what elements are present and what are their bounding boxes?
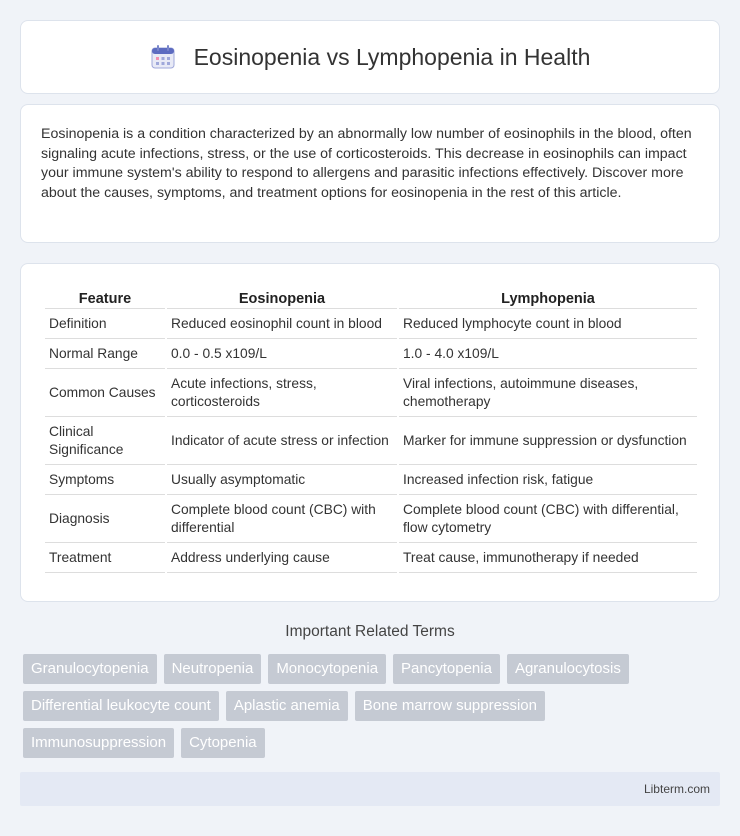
lymphopenia-cell: Reduced lymphocyte count in blood [399, 309, 697, 339]
related-term-tag[interactable]: Differential leukocyte count [23, 691, 219, 721]
lymphopenia-cell: Viral infections, autoimmune diseases, chemotherapy [399, 369, 697, 417]
table-row [45, 465, 697, 495]
feature-cell: Symptoms [45, 465, 165, 495]
related-terms-list [23, 654, 723, 765]
eosinopenia-cell: 0.0 - 0.5 x109/L [167, 339, 397, 369]
lymphopenia-cell: Treat cause, immunotherapy if needed [399, 543, 697, 573]
lymphopenia-cell: Marker for immune suppression or dysfunction [399, 417, 697, 465]
header-eosinopenia: Eosinopenia [167, 285, 397, 309]
related-term-tag[interactable]: Agranulocytosis [507, 654, 629, 684]
feature-cell: Diagnosis [45, 495, 165, 543]
header-feature: Feature [45, 285, 165, 309]
lymphopenia-cell: Increased infection risk, fatigue [399, 465, 697, 495]
eosinopenia-cell: Reduced eosinophil count in blood [167, 309, 397, 339]
footer-site-link[interactable]: Libterm.com [643, 782, 710, 796]
table-row [45, 369, 697, 417]
table-row [45, 543, 697, 573]
related-term-tag[interactable]: Pancytopenia [393, 654, 500, 684]
related-term-tag[interactable]: Neutropenia [164, 654, 262, 684]
calendar-icon [150, 44, 176, 70]
header-card [20, 20, 720, 94]
feature-cell: Definition [45, 309, 165, 339]
feature-cell: Normal Range [45, 339, 165, 369]
related-term-tag[interactable]: Monocytopenia [268, 654, 386, 684]
related-terms-title: Important Related Terms [285, 623, 455, 640]
related-term-tag[interactable]: Aplastic anemia [226, 691, 348, 721]
table-row [45, 495, 697, 543]
feature-cell: Clinical Significance [45, 417, 165, 465]
eosinopenia-cell: Acute infections, stress, corticosteroids [167, 369, 397, 417]
eosinopenia-cell: Complete blood count (CBC) with differential [167, 495, 397, 543]
header-lymphopenia: Lymphopenia [399, 285, 697, 309]
related-term-tag[interactable]: Bone marrow suppression [355, 691, 545, 721]
related-term-tag[interactable]: Immunosuppression [23, 728, 174, 758]
page-title: Eosinopenia vs Lymphopenia in Health [193, 43, 591, 70]
table-row [45, 339, 697, 369]
comparison-table [43, 285, 699, 573]
feature-cell: Common Causes [45, 369, 165, 417]
table-row [45, 309, 697, 339]
feature-cell: Treatment [45, 543, 165, 573]
intro-card [20, 104, 720, 243]
eosinopenia-cell: Address underlying cause [167, 543, 397, 573]
footer [20, 772, 720, 806]
related-term-tag[interactable]: Granulocytopenia [23, 654, 157, 684]
lymphopenia-cell: Complete blood count (CBC) with differential, flow cytometry [399, 495, 697, 543]
eosinopenia-cell: Usually asymptomatic [167, 465, 397, 495]
eosinopenia-cell: Indicator of acute stress or infection [167, 417, 397, 465]
related-term-tag[interactable]: Cytopenia [181, 728, 265, 758]
table-row [45, 417, 697, 465]
table-header-row [45, 285, 697, 309]
comparison-table-card [20, 263, 720, 602]
intro-text: Eosinopenia is a condition characterized by an abnormally low number of eosinophils in the blood, often signaling acute infections, stress, or the use of corticosteroids. This decrease in eosinophils can impact your immune system's ability to respond to allergens and parasitic infections effectively. Discover more about the causes, symptoms, and treatment options for eosinopenia in the rest of this article. [41, 126, 692, 201]
lymphopenia-cell: 1.0 - 4.0 x109/L [399, 339, 697, 369]
